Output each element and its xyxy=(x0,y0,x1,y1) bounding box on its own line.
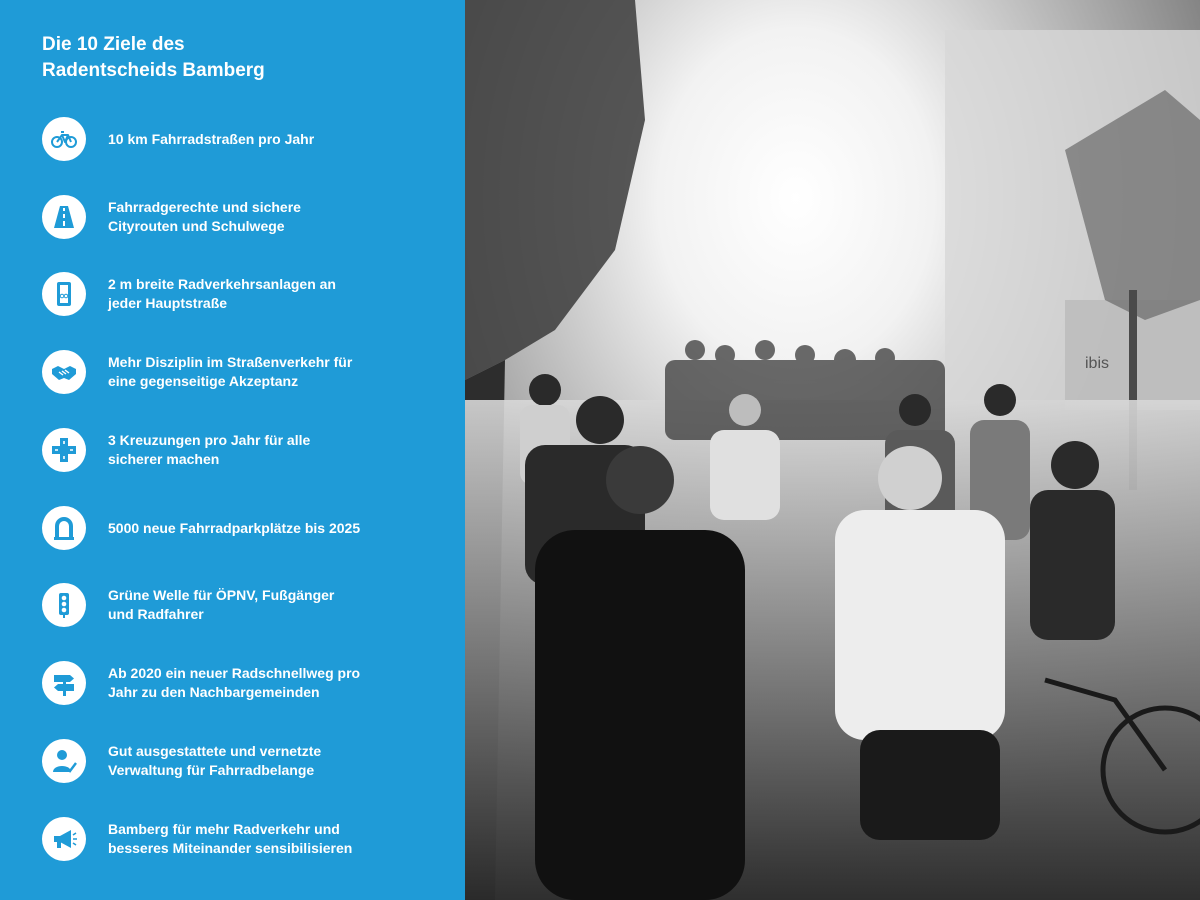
megaphone-icon xyxy=(42,817,86,861)
goal-6-line-1: 5000 neue Fahrradparkplätze bis 2025 xyxy=(108,519,361,536)
goal-text-7 xyxy=(108,586,334,624)
crowd-of-cyclists-photo xyxy=(465,0,1200,900)
goal-10-line-2: besseres Miteinander sensibilisieren xyxy=(108,840,353,856)
goal-1-line-1: 10 km Fahrradstraßen pro Jahr xyxy=(108,130,315,147)
goal-8-line-2: Jahr zu den Nachbargemeinden xyxy=(108,684,320,700)
goal-text-8 xyxy=(108,664,360,702)
signpost-icon xyxy=(42,661,86,705)
goal-5-line-2: sicherer machen xyxy=(108,451,220,467)
goal-item-3 xyxy=(42,272,442,316)
title-line-1: Die 10 Ziele des xyxy=(42,34,185,55)
bike-parking-icon xyxy=(42,506,86,550)
goal-4-line-1: Mehr Disziplin im Straßenverkehr für xyxy=(108,354,353,370)
goal-item-8 xyxy=(42,661,442,705)
goal-text-6 xyxy=(108,519,360,538)
traffic-light-icon xyxy=(42,583,86,627)
goal-text-9 xyxy=(108,742,321,780)
goal-3-line-1: 2 m breite Radverkehrsanlagen an xyxy=(108,276,336,292)
goal-2-line-1: Fahrradgerechte und sichere xyxy=(108,199,301,215)
goal-text-4 xyxy=(108,353,352,391)
goal-10-line-1: Bamberg für mehr Radverkehr und xyxy=(108,821,340,837)
administration-person-icon xyxy=(42,739,86,783)
goal-text-5 xyxy=(108,431,310,469)
page-title xyxy=(42,32,265,84)
goal-item-4 xyxy=(42,350,442,394)
wide-bike-lane-icon xyxy=(42,272,86,316)
goal-7-line-2: und Radfahrer xyxy=(108,606,204,622)
goal-8-line-1: Ab 2020 ein neuer Radschnellweg pro xyxy=(108,665,361,681)
bike-lane-road-icon xyxy=(42,195,86,239)
goal-2-line-2: Cityrouten und Schulwege xyxy=(108,218,285,234)
title-line-2: Radentscheids Bamberg xyxy=(42,60,265,81)
goal-5-line-1: 3 Kreuzungen pro Jahr für alle xyxy=(108,432,311,448)
handshake-icon xyxy=(42,350,86,394)
goal-item-6 xyxy=(42,506,442,550)
goal-item-1 xyxy=(42,117,442,161)
photo-illustration xyxy=(465,0,1200,900)
goal-9-line-1: Gut ausgestattete und vernetzte xyxy=(108,743,322,759)
goals-panel xyxy=(0,0,465,900)
goal-item-7 xyxy=(42,583,442,627)
goal-text-10 xyxy=(108,820,352,858)
goal-item-10 xyxy=(42,817,442,861)
goal-text-3 xyxy=(108,275,336,313)
goal-item-2 xyxy=(42,195,442,239)
goal-4-line-2: eine gegenseitige Akzeptanz xyxy=(108,373,299,389)
goal-9-line-2: Verwaltung für Fahrradbelange xyxy=(108,762,315,778)
goal-text-2 xyxy=(108,198,301,236)
cross-intersection-icon xyxy=(42,428,86,472)
goal-7-line-1: Grüne Welle für ÖPNV, Fußgänger xyxy=(108,587,335,603)
photo-sign-text: ibis xyxy=(1085,355,1110,372)
goal-item-9 xyxy=(42,739,442,783)
goal-item-5 xyxy=(42,428,442,472)
goal-text-1 xyxy=(108,130,314,149)
goal-3-line-2: jeder Hauptstraße xyxy=(108,295,228,311)
bicycle-icon xyxy=(42,117,86,161)
